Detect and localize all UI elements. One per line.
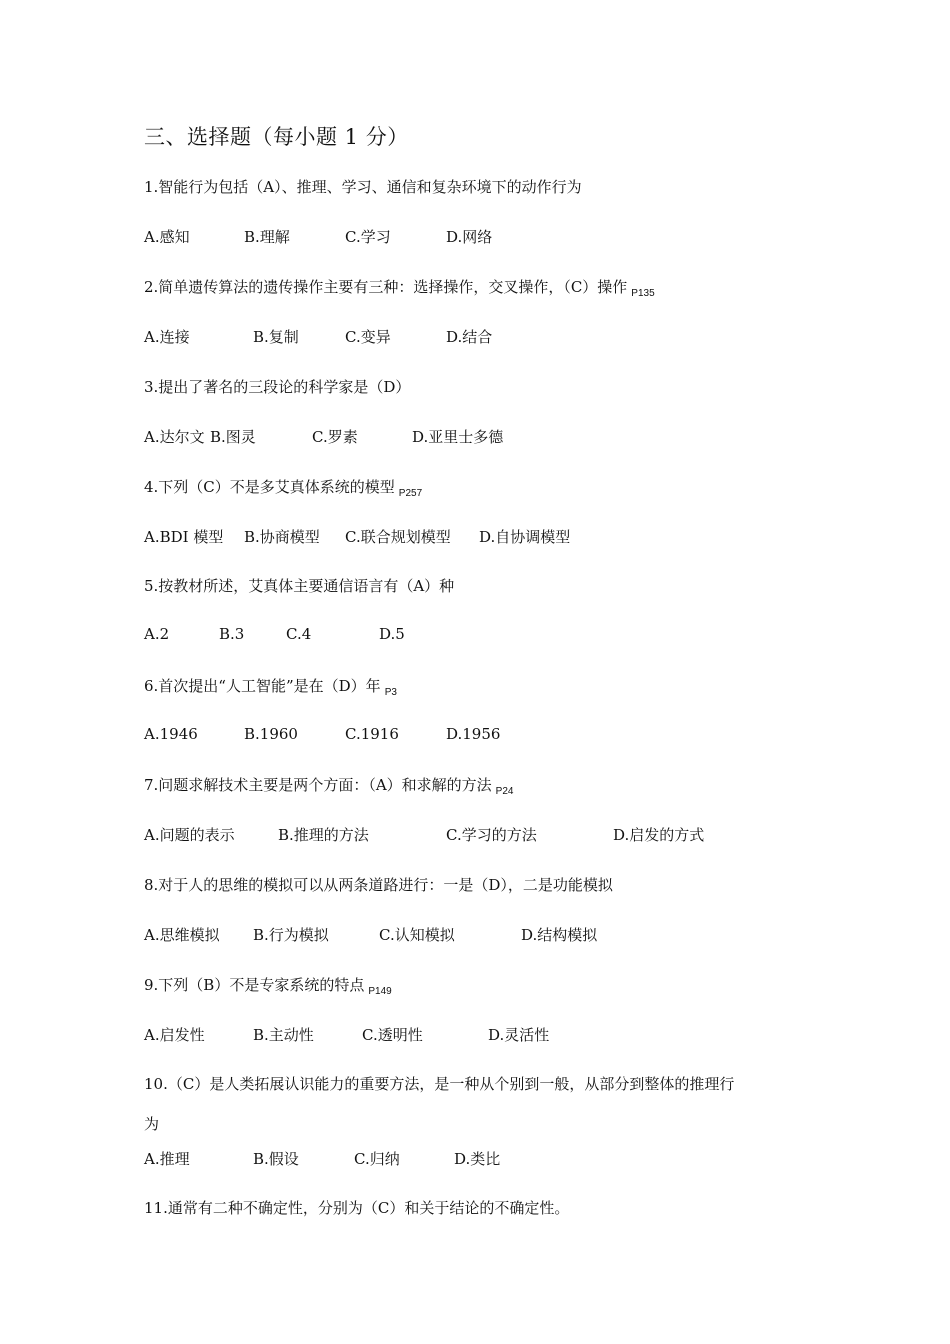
option-d: D.类比 <box>454 1150 501 1168</box>
page-reference: P257 <box>398 488 423 499</box>
options-6 <box>0 725 950 749</box>
options-1 <box>0 226 950 250</box>
option-d: D.1956 <box>446 725 501 743</box>
option-c: C.联合规划模型 <box>345 528 451 546</box>
page-reference: P135 <box>631 288 655 299</box>
question-1 <box>144 176 582 197</box>
option-d: D.灵活性 <box>488 1026 550 1044</box>
options-5 <box>0 625 950 649</box>
question-text: 6.首次提出“人工智能”是在（D）年 <box>144 677 381 695</box>
question-10 <box>144 1073 734 1094</box>
options-10 <box>0 1148 950 1172</box>
option-c: C.4 <box>286 625 312 643</box>
option-a: A.BDI 模型 <box>144 528 224 546</box>
page-reference: P149 <box>368 986 392 997</box>
question-text: 10.（C）是人类拓展认识能力的重要方法，是一种从个别到一般，从部分到整体的推理行 <box>144 1075 735 1093</box>
question-7 <box>144 774 513 797</box>
option-c: C.学习 <box>345 228 391 246</box>
options-3 <box>0 426 950 450</box>
option-a: A.推理 <box>144 1150 190 1168</box>
options-9 <box>0 1024 950 1048</box>
option-d: D.网络 <box>446 228 493 246</box>
question-text: 8.对于人的思维的模拟可以从两条道路进行：一是（D），二是功能模拟 <box>144 876 613 894</box>
option-c: C.变异 <box>345 328 391 346</box>
option-c: C.罗素 <box>312 428 358 446</box>
question-text: 11.通常有二种不确定性，分别为（C）和关于结论的不确定性。 <box>144 1199 570 1217</box>
option-c: C.透明性 <box>362 1026 423 1044</box>
option-b: B.图灵 <box>210 428 256 446</box>
option-d: D.结构模拟 <box>521 926 598 944</box>
option-d: D.结合 <box>446 328 493 346</box>
option-b: B.理解 <box>244 228 290 246</box>
option-d: D.自协调模型 <box>479 528 571 546</box>
question-4 <box>144 476 422 499</box>
options-2 <box>0 326 950 350</box>
option-b: B.协商模型 <box>244 528 320 546</box>
question-3 <box>144 376 410 397</box>
question-text: 5.按教材所述，艾真体主要通信语言有（A）种 <box>144 577 455 595</box>
option-d: D.5 <box>379 625 405 643</box>
option-b: B.推理的方法 <box>278 826 369 844</box>
option-a: A.感知 <box>144 228 190 246</box>
option-b: B.假设 <box>253 1150 299 1168</box>
option-c: C.1916 <box>345 725 399 743</box>
option-b: B.3 <box>219 625 245 643</box>
option-c: C.归纳 <box>354 1150 400 1168</box>
option-a: A.1946 <box>144 725 198 743</box>
question-8 <box>144 874 613 895</box>
option-d: D.亚里士多德 <box>412 428 504 446</box>
option-a: A.2 <box>144 625 170 643</box>
question-text: 3.提出了著名的三段论的科学家是（D） <box>144 378 411 396</box>
question-text: 1.智能行为包括（A）、推理、学习、通信和复杂环境下的动作行为 <box>144 178 582 196</box>
page-reference: P3 <box>384 687 397 698</box>
question-5 <box>144 575 454 596</box>
option-a: A.达尔文 <box>144 428 205 446</box>
option-a: A.连接 <box>144 328 190 346</box>
options-4 <box>0 526 950 550</box>
question-9 <box>144 974 392 997</box>
question-2 <box>144 276 655 299</box>
option-c: C.认知模拟 <box>379 926 455 944</box>
question-text: 4.下列（C）不是多艾真体系统的模型 <box>144 478 395 496</box>
question-text: 7.问题求解技术主要是两个方面：（A）和求解的方法 <box>144 776 492 794</box>
section-title: 三、选择题（每小题 1 分） <box>144 125 409 149</box>
option-b: B.行为模拟 <box>253 926 329 944</box>
option-a: A.思维模拟 <box>144 926 220 944</box>
options-7 <box>0 824 950 848</box>
option-b: B.主动性 <box>253 1026 314 1044</box>
options-8 <box>0 924 950 948</box>
option-b: B.1960 <box>244 725 298 743</box>
option-c: C.学习的方法 <box>446 826 537 844</box>
question-6 <box>144 675 397 698</box>
question-11 <box>144 1197 569 1218</box>
question-text: 9.下列（B）不是专家系统的特点 <box>144 976 365 994</box>
option-a: A.启发性 <box>144 1026 205 1044</box>
question-text: 2.简单遗传算法的遗传操作主要有三种：选择操作，交叉操作，（C）操作 <box>144 278 628 296</box>
option-d: D.启发的方式 <box>613 826 705 844</box>
page-reference: P24 <box>495 786 514 797</box>
option-a: A.问题的表示 <box>144 826 235 844</box>
option-b: B.复制 <box>253 328 299 346</box>
question-10-continuation: 为 <box>144 1115 160 1133</box>
